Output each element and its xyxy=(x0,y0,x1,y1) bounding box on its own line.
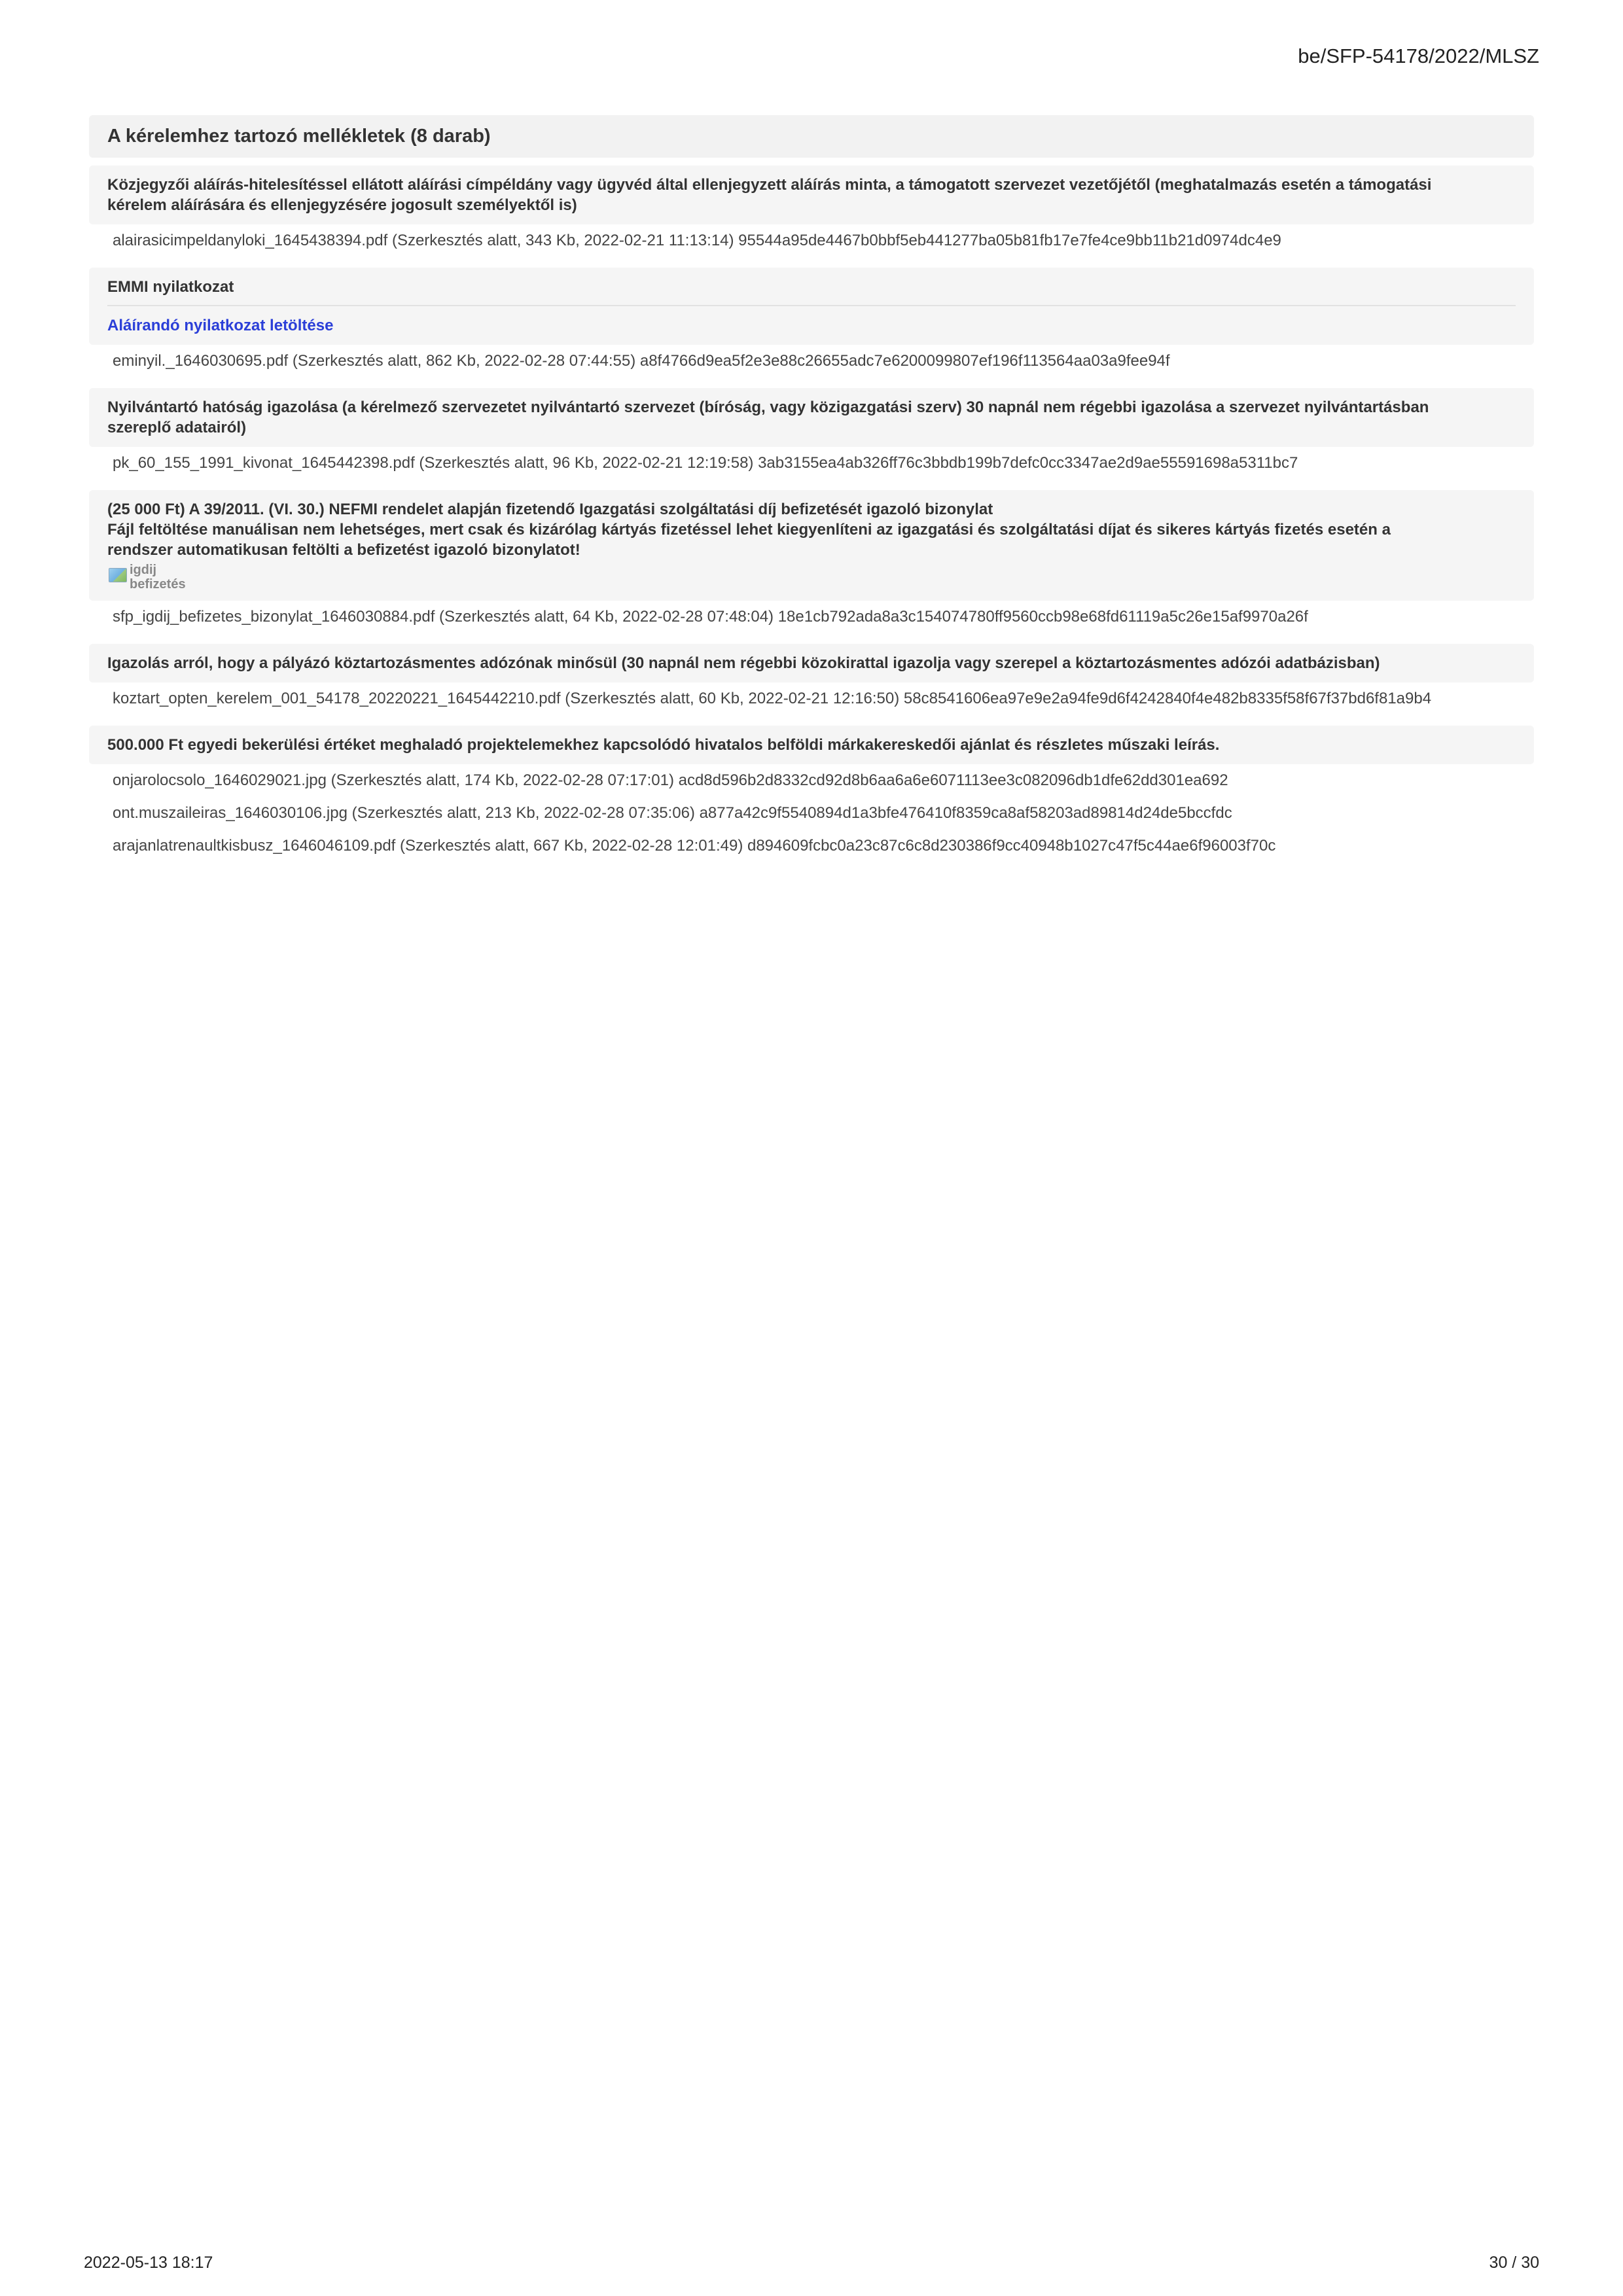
group-title-line: Igazolás arról, hogy a pályázó köztartozásmentes adózónak minősül (30 napnál nem régebbi közokirattal igazolja vagy szerepel a köztartozásmentes adózói adatbázisban) xyxy=(107,654,1380,672)
image-alt-text: igdij xyxy=(130,563,157,577)
attachment-group-tax xyxy=(89,644,1534,715)
group-title-line: (25 000 Ft) A 39/2011. (VI. 30.) NEFMI rendelet alapján fizetendő Igazgatási szolgáltatási díj befizetését igazoló bizonylat xyxy=(107,501,993,518)
group-title xyxy=(89,726,1534,764)
section-title: A kérelemhez tartozó mellékletek (8 darab) xyxy=(89,115,1534,158)
group-title xyxy=(89,166,1534,224)
file-entry[interactable]: sfp_igdij_befizetes_bizonylat_1646030884.pdf (Szerkesztés alatt, 64 Kb, 2022-02-28 07:48:04) 18e1cb792ada8a3c154074780ff9560ccb98e68fd61119a5c26e15af9970a26f xyxy=(113,608,1308,626)
image-alt-text: befizetés xyxy=(130,577,186,592)
group-title-line: Közjegyzői aláírás-hitelesítéssel ellátott aláírási címpéldány vagy ügyvéd által ellenjegyzett aláírás minta, a támogatott szervezet vezetőjétől (meghatalmazás esetén a támogatási xyxy=(107,176,1432,194)
group-title xyxy=(89,644,1534,682)
group-title-line: rendszer automatikusan feltölti a befizetést igazoló bizonylatot! xyxy=(107,541,580,559)
page-number: 30 / 30 xyxy=(1489,2253,1539,2272)
group-title xyxy=(89,268,1534,345)
file-entry[interactable]: pk_60_155_1991_kivonat_1645442398.pdf (Szerkesztés alatt, 96 Kb, 2022-02-21 12:19:58) 3ab3155ea4ab326ff76c3bbdb199b7defc0cc3347ae2d9ae55591698a5311bc7 xyxy=(113,454,1298,472)
group-title-line: Nyilvántartó hatóság igazolása (a kérelmező szervezetet nyilvántartó szervezet (bíróság, vagy közigazgatási szerv) 30 napnál nem régebbi igazolása a szervezet nyilvántartásban xyxy=(107,398,1429,416)
fee-payment-image[interactable] xyxy=(107,563,1516,592)
file-entry[interactable]: onjarolocsolo_1646029021.jpg (Szerkesztés alatt, 174 Kb, 2022-02-28 07:17:01) acd8d596b2d8332cd92d8b6aa6a6e6071113ee3c082096db1dfe62dd301ea692 xyxy=(113,771,1228,789)
footer-datetime: 2022-05-13 18:17 xyxy=(84,2253,213,2272)
group-title-line: szereplő adatairól) xyxy=(107,419,247,436)
file-entry[interactable]: arajanlatrenaultkisbusz_1646046109.pdf (Szerkesztés alatt, 667 Kb, 2022-02-28 12:01:49) d894609fcbc0a23c87c6c8d230386f9cc40948b1027c47f5c44ae6f96003f70c xyxy=(113,837,1276,855)
group-title-line: EMMI nyilatkozat xyxy=(107,278,234,296)
group-title xyxy=(89,388,1534,447)
group-title-line: kérelem aláírására és ellenjegyzésére jogosult személyektől is) xyxy=(107,196,577,214)
file-entry[interactable]: eminyil._1646030695.pdf (Szerkesztés alatt, 862 Kb, 2022-02-28 07:44:55) a8f4766d9ea5f2e3e88c26655adc7e6200099807ef196f113564aa03a9fee94f xyxy=(113,352,1170,370)
group-title-line: Fájl feltöltése manuálisan nem lehetséges, mert csak és kizárólag kártyás fizetéssel lehet kiegyenlíteni az igazgatási és szolgáltatási díjat és sikeres kártyás fizetés esetén a xyxy=(107,521,1391,539)
file-entry[interactable]: koztart_opten_kerelem_001_54178_20220221_1645442210.pdf (Szerkesztés alatt, 60 Kb, 2022-02-21 12:16:50) 58c8541606ea97e9e2a94fe9d6f4242840f4e482b8335f58f67f37bd6f81a9b4 xyxy=(113,690,1432,707)
attachment-group-registry xyxy=(89,388,1534,480)
attachment-group-offers xyxy=(89,726,1534,862)
attachments-section xyxy=(89,115,1534,873)
file-entry[interactable]: alairasicimpeldanyloki_1645438394.pdf (Szerkesztés alatt, 343 Kb, 2022-02-21 11:13:14) 95544a95de4467b0bbf5eb441277ba05b81fb17e7fe4ce9bb11b21d0974dc4e9 xyxy=(113,232,1281,249)
broken-image-icon xyxy=(109,568,127,582)
attachment-group-emmi xyxy=(89,268,1534,378)
group-title xyxy=(89,490,1534,601)
attachment-group-fee xyxy=(89,490,1534,633)
attachment-group-signature xyxy=(89,166,1534,257)
file-entry[interactable]: ont.muszaileiras_1646030106.jpg (Szerkesztés alatt, 213 Kb, 2022-02-28 07:35:06) a877a42c9f5540894d1a3bfe476410f8359ca8af58203ad89814d24de5bccfdc xyxy=(113,804,1232,822)
group-title-line: 500.000 Ft egyedi bekerülési értéket meghaladó projektelemekhez kapcsolódó hivatalos belföldi márkakereskedői ajánlat és részletes műszaki leírás. xyxy=(107,736,1220,754)
download-statement-link[interactable]: Aláírandó nyilatkozat letöltése xyxy=(107,305,1516,336)
document-id: be/SFP-54178/2022/MLSZ xyxy=(1298,44,1539,67)
